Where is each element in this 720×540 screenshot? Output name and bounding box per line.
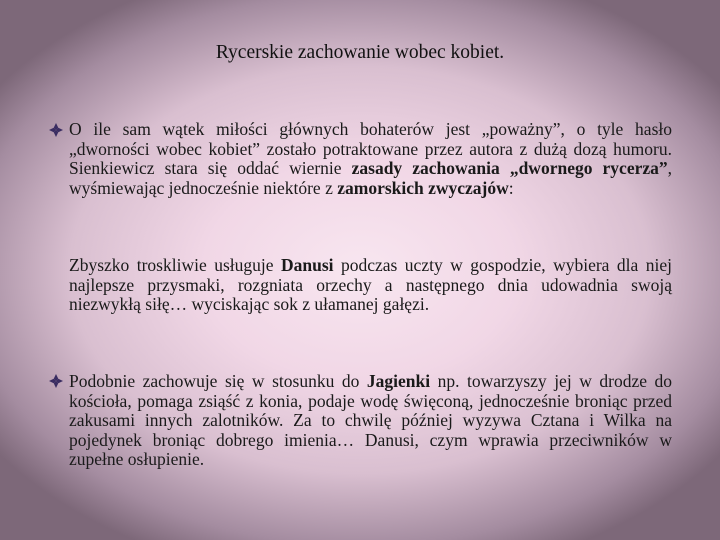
paragraph-zbyszko-danusia [69,256,672,315]
paragraph-text: podczas uczty w gospodzie, wybiera dla niej najlepsze przysmaki, rozgniata orzechy a następnego dnia udowadnia swoją niezwykłą siłę… wyciskając sok z ułamanej gałęzi. [69,255,672,314]
paragraph-text: Zbyszko troskliwie usługuje [69,255,281,275]
diamond-bullet-icon [48,373,64,389]
paragraph-text: : [508,177,514,198]
paragraph-text: np. towarzyszy jej w drodze do kościoła, pomaga zsiąść z konia, podaje wodę święconą, jednocześnie broniąc przed zakusami innych zalotników. Za to chwilę później wyzywa Cztana i Wilka na pojedynek broniąc dobrego imienia… Danusi, czym wprawia przeciwników w zupełne osłupienie. [69,371,672,469]
slide-title: Rycerskie zachowanie wobec kobiet. [215,42,505,63]
bold-phrase: zasady zachowania „dwornego rycerza” [351,158,668,178]
paragraph-text: Podobnie zachowuje się w stosunku do [69,371,367,391]
paragraph-jagienka [69,372,672,470]
paragraph-text: , wyśmiewając jednocześnie niektóre z [69,158,672,198]
bold-phrase: zamorskich zwyczajów [337,177,509,198]
bold-phrase: Jagienki [366,371,431,391]
paragraph-dwornosc [69,120,672,198]
bold-phrase: Danusi [280,255,334,275]
paragraph-text: O ile sam wątek miłości głównych bohaterów jest „poważny”, o tyle hasło „dworności wobec kobiet” zostało potraktowane przez autora z dużą dozą humoru. Sienkiewicz stara się oddać wiernie [69,119,672,178]
diamond-bullet-icon [48,122,64,138]
